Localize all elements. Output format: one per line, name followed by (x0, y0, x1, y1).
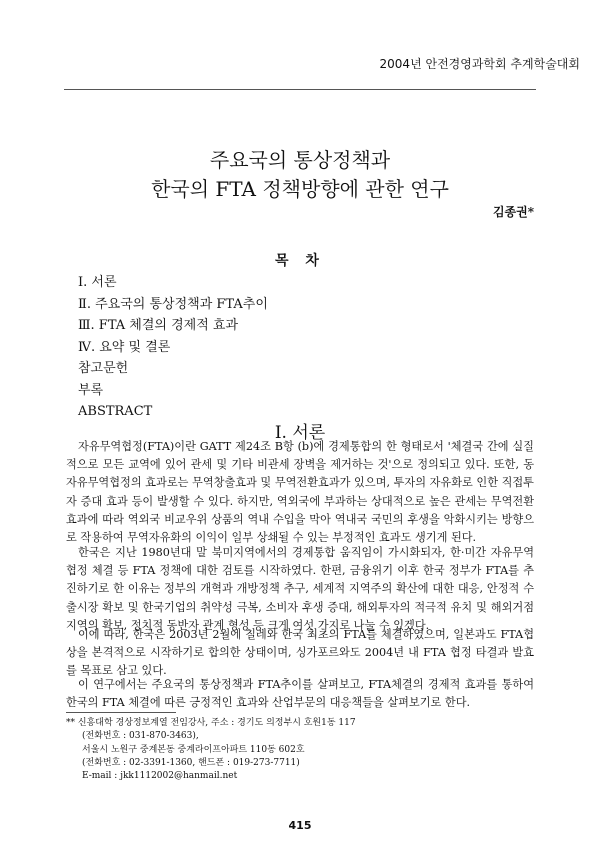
header-rule (64, 89, 536, 90)
footnote (66, 717, 356, 783)
toc-item: 부록 (78, 382, 104, 398)
toc-item: 참고문헌 (78, 361, 129, 376)
toc-item: Ⅱ. 주요국의 통상정책과 FTA추이 (78, 296, 268, 312)
paper-title-line1: 주요국의 통상정책과 (209, 148, 391, 172)
body-paragraph: 이에 따라, 한국은 2003년 2월에 칠레와 한국 최초의 FTA를 체결하였으며, 일본과도 FTA협상을 본격적으로 시작하기로 합의한 상태이며, 싱가포르와도 2004년 내 FTA 협정 타결과 발효를 목표로 삼고 있다. (66, 628, 534, 678)
author-name: 김종권* (492, 205, 534, 219)
body-paragraph: 한국은 지난 1980년대 말 북미지역에서의 경제통합 움직임이 가시화되자, 한·미간 자유무역협정 체결 등 FTA 정책에 대한 검토를 시작하였다. 한편, 금융위기 이후 한국 정부가 FTA를 추진하기로 한 이유는 정부의 개혁과 개방정책 추구, 세계적 지역주의 확산에 대한 대응, 안정적 수출시장 확보 및 한국기업의 취약성 극복, 소비자 후생 증대, 해외투자의 적극적 유치 및 해외거점지역의 확보, 정치적 동반자 관계 형성 등 크게 여섯 가지로 나눌 수 있겠다. (66, 546, 534, 632)
toc-item: Ⅳ. 요약 및 결론 (78, 339, 171, 355)
body-paragraph: 이 연구에서는 주요국의 통상정책과 FTA추이를 살펴보고, FTA체결의 경제적 효과를 통하여 한국의 FTA 체결에 따른 긍정적인 효과와 산업부문의 대응책들을 살펴보기로 한다. (66, 678, 534, 710)
footnote-line: ** 신흥대학 경상정보계열 전임강사, 주소 : 경기도 의정부시 호원1동 117 (66, 718, 356, 728)
toc-heading: 목 차 (275, 253, 325, 269)
table-of-contents (78, 272, 268, 423)
footnote-rule (66, 712, 176, 713)
section-heading: Ⅰ. 서론 (274, 423, 326, 443)
toc-item: ABSTRACT (78, 404, 153, 419)
footnote-line: (전화번호 : 02-3391-1360, 핸드폰 : 019-273-7711) (82, 757, 300, 768)
toc-item: Ⅲ. FTA 체결의 경제적 효과 (78, 318, 239, 333)
running-header: 2004년 안전경영과학회 추계학술대회 (379, 57, 580, 71)
body-paragraph: 자유무역협정(FTA)이란 GATT 제24조 B항 (b)에 경제통합의 한 형태로서 '체결국 간에 실질적으로 모든 교역에 있어 관세 및 기타 비관세 장벽을 제거하는 것'으로 정의되고 있다. 또한, 동 자유무역협정의 효과로는 무역창출효과 및 무역전환효과가 있으며, 투자의 자유화로 인한 직접투자 증대 효과 등이 발생할 수 있다. 하지만, 역외국에 부과하는 상대적으로 높은 관세는 무역전환효과에 따라 역외국 비교우위 상품의 역내 수입을 막아 역내국 국민의 후생을 악화시키는 방향으로 작용하여 무역자유화의 이익이 일부 상쇄될 수 있는 부정적인 효과도 생기게 된다. (66, 440, 534, 545)
page-number: 415 (288, 819, 312, 832)
footnote-email: E-mail : jkk1112002@hanmail.net (82, 771, 238, 782)
paper-title-line2: 한국의 FTA 정책방향에 관한 연구 (151, 177, 449, 201)
footnote-line: 서울시 노원구 중계본동 중계라이프아파트 110동 602호 (82, 744, 305, 755)
toc-item: Ⅰ. 서론 (78, 275, 117, 290)
footnote-line: (전화번호 : 031-870-3463), (82, 731, 199, 742)
